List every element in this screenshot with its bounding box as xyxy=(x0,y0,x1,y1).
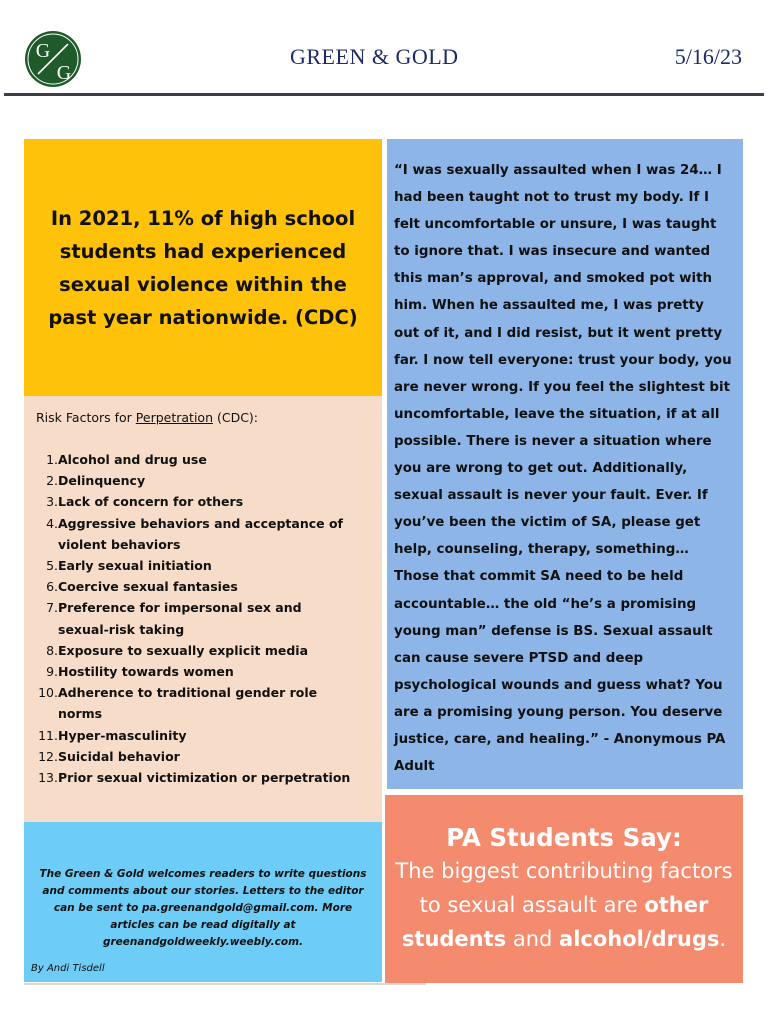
students-body-part-3: . xyxy=(719,927,727,951)
green-and-gold-logo-icon xyxy=(24,30,82,88)
risk-factor-text: Lack of concern for others xyxy=(58,494,244,510)
risk-factor-item xyxy=(36,491,372,512)
risk-factor-text: Hostility towards women xyxy=(58,664,234,680)
risk-factor-number xyxy=(36,703,58,724)
risk-factor-item xyxy=(36,767,372,788)
risk-factor-text: violent behaviors xyxy=(58,536,181,552)
anonymous-quote-panel xyxy=(387,139,743,789)
risk-factor-item xyxy=(36,470,372,491)
risk-title-suffix: (CDC): xyxy=(213,410,259,425)
risk-factor-item xyxy=(36,576,372,597)
byline: By Andi Tisdell xyxy=(31,963,105,974)
header-divider xyxy=(4,93,764,96)
students-bold-2: alcohol/drugs xyxy=(559,927,720,951)
risk-factor-text: Preference for impersonal sex and xyxy=(58,600,302,616)
risk-factor-number: 4. xyxy=(46,515,58,531)
risk-factor-text: Hyper-masculinity xyxy=(58,727,187,743)
letters-to-editor-panel xyxy=(24,822,382,982)
risk-factor-number: 3. xyxy=(46,494,58,510)
risk-factor-number: 12. xyxy=(38,748,58,764)
risk-factor-number: 5. xyxy=(46,558,58,574)
risk-factor-number xyxy=(36,619,58,640)
quote-text: “I was sexually assaulted when I was 24… I had been taught not to trust my body. If I felt uncomfortable or unsure, I was taught to ignore that. I was insecure and wanted this man’s approval, and smoked pot with him. When he assaulted me, I was pretty out of it, and I did resist, but it went pretty far. I now tell everyone: trust your body, you are never wrong. If you feel the slightest bit uncomfortable, leave the situation, if at all possible. There is never a situation where you are wrong to get out. Additionally, sexual assault is never your fault. Ever. If you’ve been the victim of SA, please get help, counseling, therapy, something… Those that commit SA need to be held accountable… the old “he’s a promising young man” defense is BS. Sexual assault can cause severe PTSD and deep psychological wounds and guess what? You are a promising young person. You deserve justice, care, and healing.” - Anonymous PA Adult xyxy=(394,163,732,775)
risk-factor-number: 6. xyxy=(46,579,58,595)
risk-factor-number: 13. xyxy=(38,770,58,786)
risk-factor-item xyxy=(36,661,372,682)
issue-date: 5/16/23 xyxy=(674,44,742,69)
risk-factor-number: 8. xyxy=(46,642,58,658)
risk-factor-text: Coercive sexual fantasies xyxy=(58,579,238,595)
masthead-title: GREEN & GOLD xyxy=(290,44,459,69)
page-header xyxy=(0,0,768,96)
logo-letter-bottom: G xyxy=(56,62,72,84)
risk-factors-panel xyxy=(24,396,382,822)
risk-factor-item xyxy=(36,555,372,576)
risk-factor-item xyxy=(36,682,372,703)
risk-factor-number: 10. xyxy=(38,685,58,701)
risk-factor-text: Adherence to traditional gender role xyxy=(58,685,318,701)
risk-factor-item xyxy=(36,513,372,534)
risk-factor-item xyxy=(36,619,372,640)
risk-factors-list xyxy=(36,449,372,788)
risk-factor-text: Early sexual initiation xyxy=(58,558,212,574)
risk-factor-text: Exposure to sexually explicit media xyxy=(58,642,309,658)
risk-title-prefix: Risk Factors for xyxy=(36,410,136,425)
risk-factor-item xyxy=(36,449,372,470)
statistic-text: In 2021, 11% of high school students had experienced sexual violence within the past year nationwide. (CDC) xyxy=(48,206,358,329)
risk-title-underlined: Perpetration xyxy=(135,410,213,425)
risk-factor-item xyxy=(36,725,372,746)
risk-factor-number: 9. xyxy=(46,664,58,680)
risk-factor-text: norms xyxy=(58,706,103,722)
logo-letter-top: G xyxy=(35,40,51,62)
risk-factor-number: 11. xyxy=(38,727,58,743)
statistic-panel xyxy=(24,139,382,396)
risk-factor-text: Alcohol and drug use xyxy=(58,452,207,467)
risk-factor-number: 7. xyxy=(46,600,58,616)
letters-text: The Green & Gold welcomes readers to write questions and comments about our stories. Letters to the editor can be sent to pa.greenandgold@gmail.com. More articles can be read digitally at greenandgoldweekly.weebly.com. xyxy=(39,868,367,948)
risk-factor-item xyxy=(36,597,372,618)
risk-factor-number: 1. xyxy=(46,452,58,467)
risk-factor-item xyxy=(36,534,372,555)
risk-factor-number: 2. xyxy=(46,473,58,489)
risk-factor-item xyxy=(36,640,372,661)
students-say-panel xyxy=(385,795,743,983)
students-bold-1: other students xyxy=(401,893,709,951)
risk-factor-text: Suicidal behavior xyxy=(58,748,180,764)
risk-factor-text: Prior sexual victimization or perpetration xyxy=(58,770,351,786)
risk-factor-item xyxy=(36,703,372,724)
bottom-divider xyxy=(24,983,426,985)
students-body-part-2: and xyxy=(506,927,560,951)
students-body-part-1: The biggest contributing factors to sexual assault are xyxy=(395,859,733,917)
risk-factors-title xyxy=(36,410,372,425)
students-say-title: PA Students Say: xyxy=(446,823,682,852)
students-say-body xyxy=(385,854,743,956)
risk-factor-number xyxy=(36,534,58,555)
risk-factor-text: sexual-risk taking xyxy=(58,621,185,637)
risk-factor-text: Delinquency xyxy=(58,473,146,489)
risk-factor-item xyxy=(36,746,372,767)
risk-factor-text: Aggressive behaviors and acceptance of xyxy=(58,515,343,531)
